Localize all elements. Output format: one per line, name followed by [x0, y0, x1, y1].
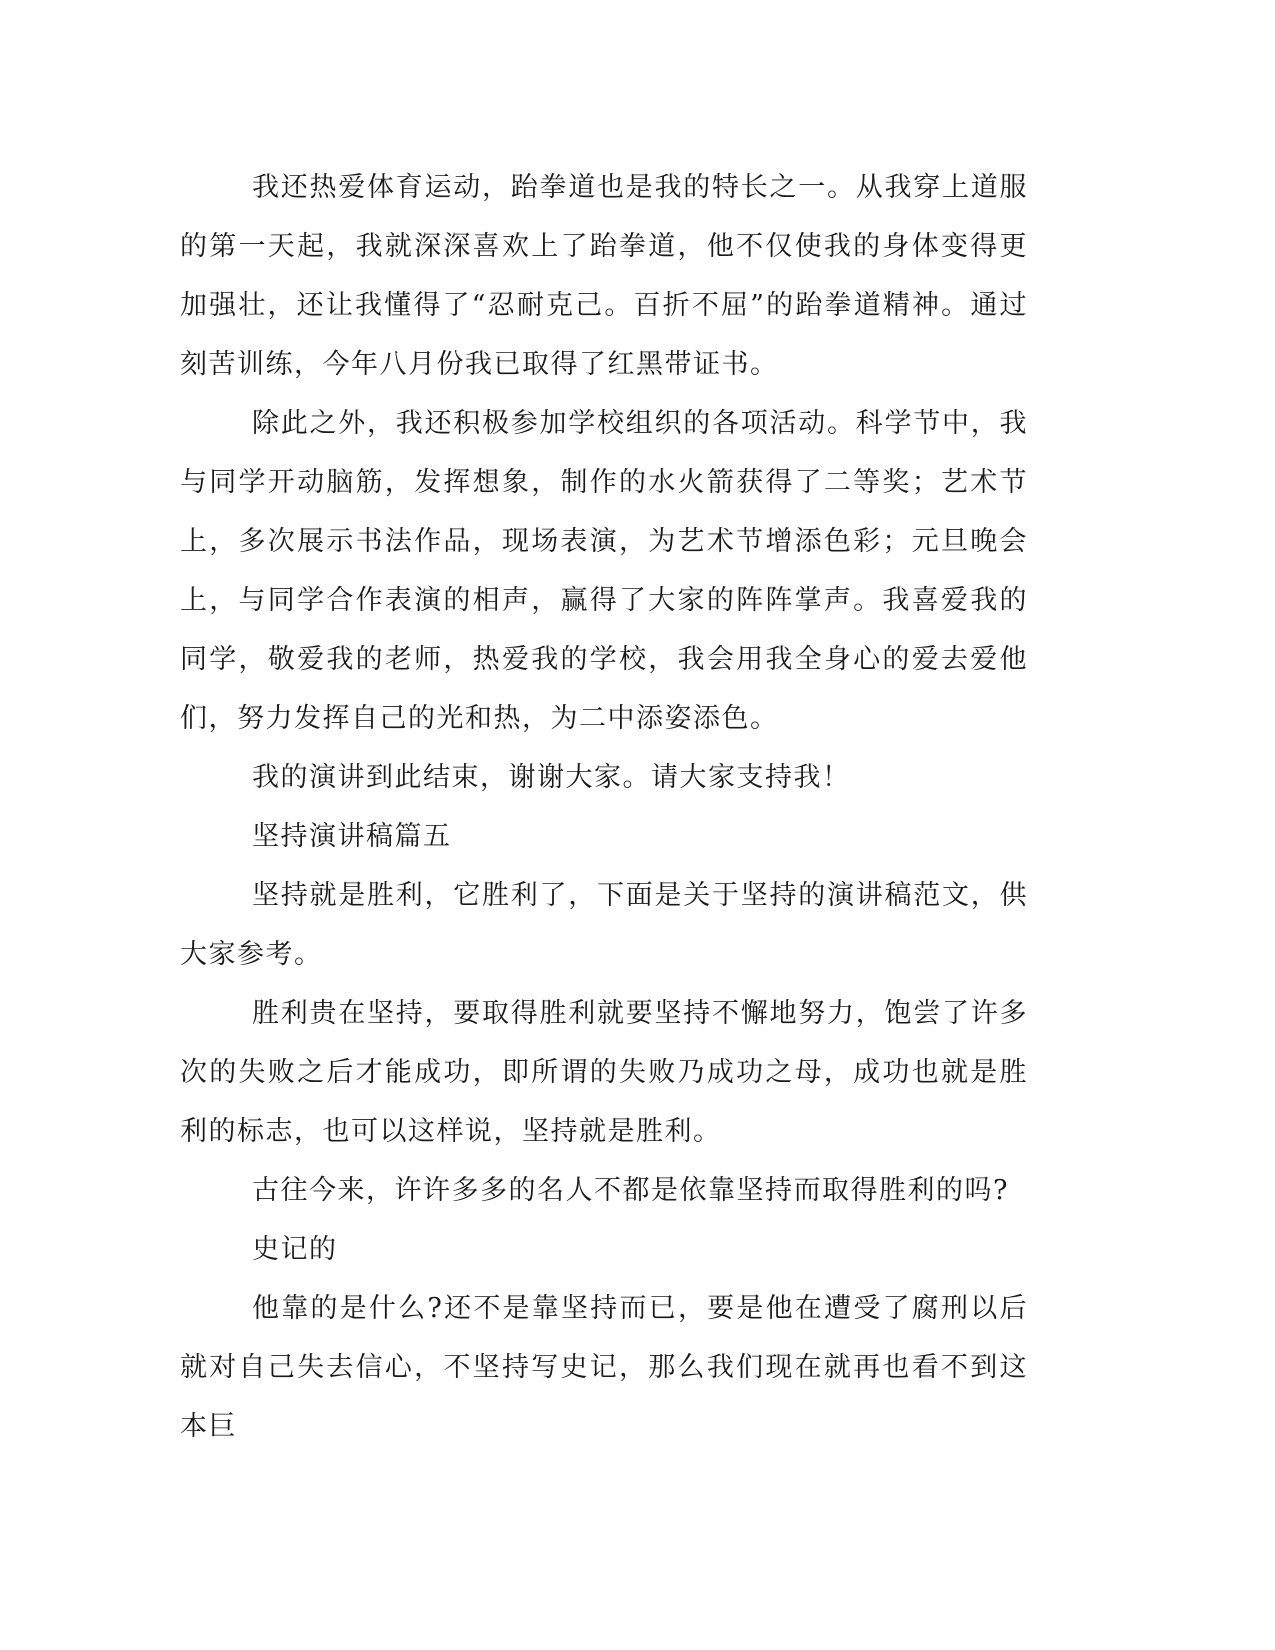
document-body: [180, 158, 1028, 1456]
paragraph-intro: 坚持就是胜利，它胜利了，下面是关于坚持的演讲稿范文，供大家参考。: [180, 880, 1028, 970]
paragraph-school-activities: 除此之外，我还积极参加学校组织的各项活动。科学节中，我与同学开动脑筋，发挥想象，制作的水火箭获得了二等奖；艺术节上，多次展示书法作品，现场表演，为艺术节增添色彩；元旦晚会上，与同学合作表演的相声，赢得了大家的阵阵掌声。我喜爱我的同学，敬爱我的老师，热爱我的学校，我会用我全身心的爱去爱他们，努力发挥自己的光和热，为二中添姿添色。: [180, 408, 1028, 734]
paragraph-question: 古往今来，许许多多的名人不都是依靠坚持而取得胜利的吗?: [252, 1175, 1009, 1206]
paragraph-sima: 他靠的是什么?还不是靠坚持而已，要是他在遭受了腐刑以后就对自己失去信心，不坚持写史记，那么我们现在就再也看不到这本巨: [180, 1293, 1028, 1442]
paragraph-persistence: 胜利贵在坚持，要取得胜利就要坚持不懈地努力，饱尝了许多次的失败之后才能成功，即所谓的失败乃成功之母，成功也就是胜利的标志，也可以这样说，坚持就是胜利。: [180, 998, 1028, 1147]
paragraph-taekwondo: 我还热爱体育运动，跆拳道也是我的特长之一。从我穿上道服的第一天起，我就深深喜欢上了跆拳道，他不仅使我的身体变得更加强壮，还让我懂得了“忍耐克己。百折不屈”的跆拳道精神。通过刻苦训练，今年八月份我已取得了红黑带证书。: [180, 172, 1028, 380]
section-heading: 坚持演讲稿篇五: [252, 821, 452, 852]
paragraph-shiji: 史记的: [252, 1234, 338, 1265]
paragraph-closing: 我的演讲到此结束，谢谢大家。请大家支持我！: [252, 762, 851, 793]
